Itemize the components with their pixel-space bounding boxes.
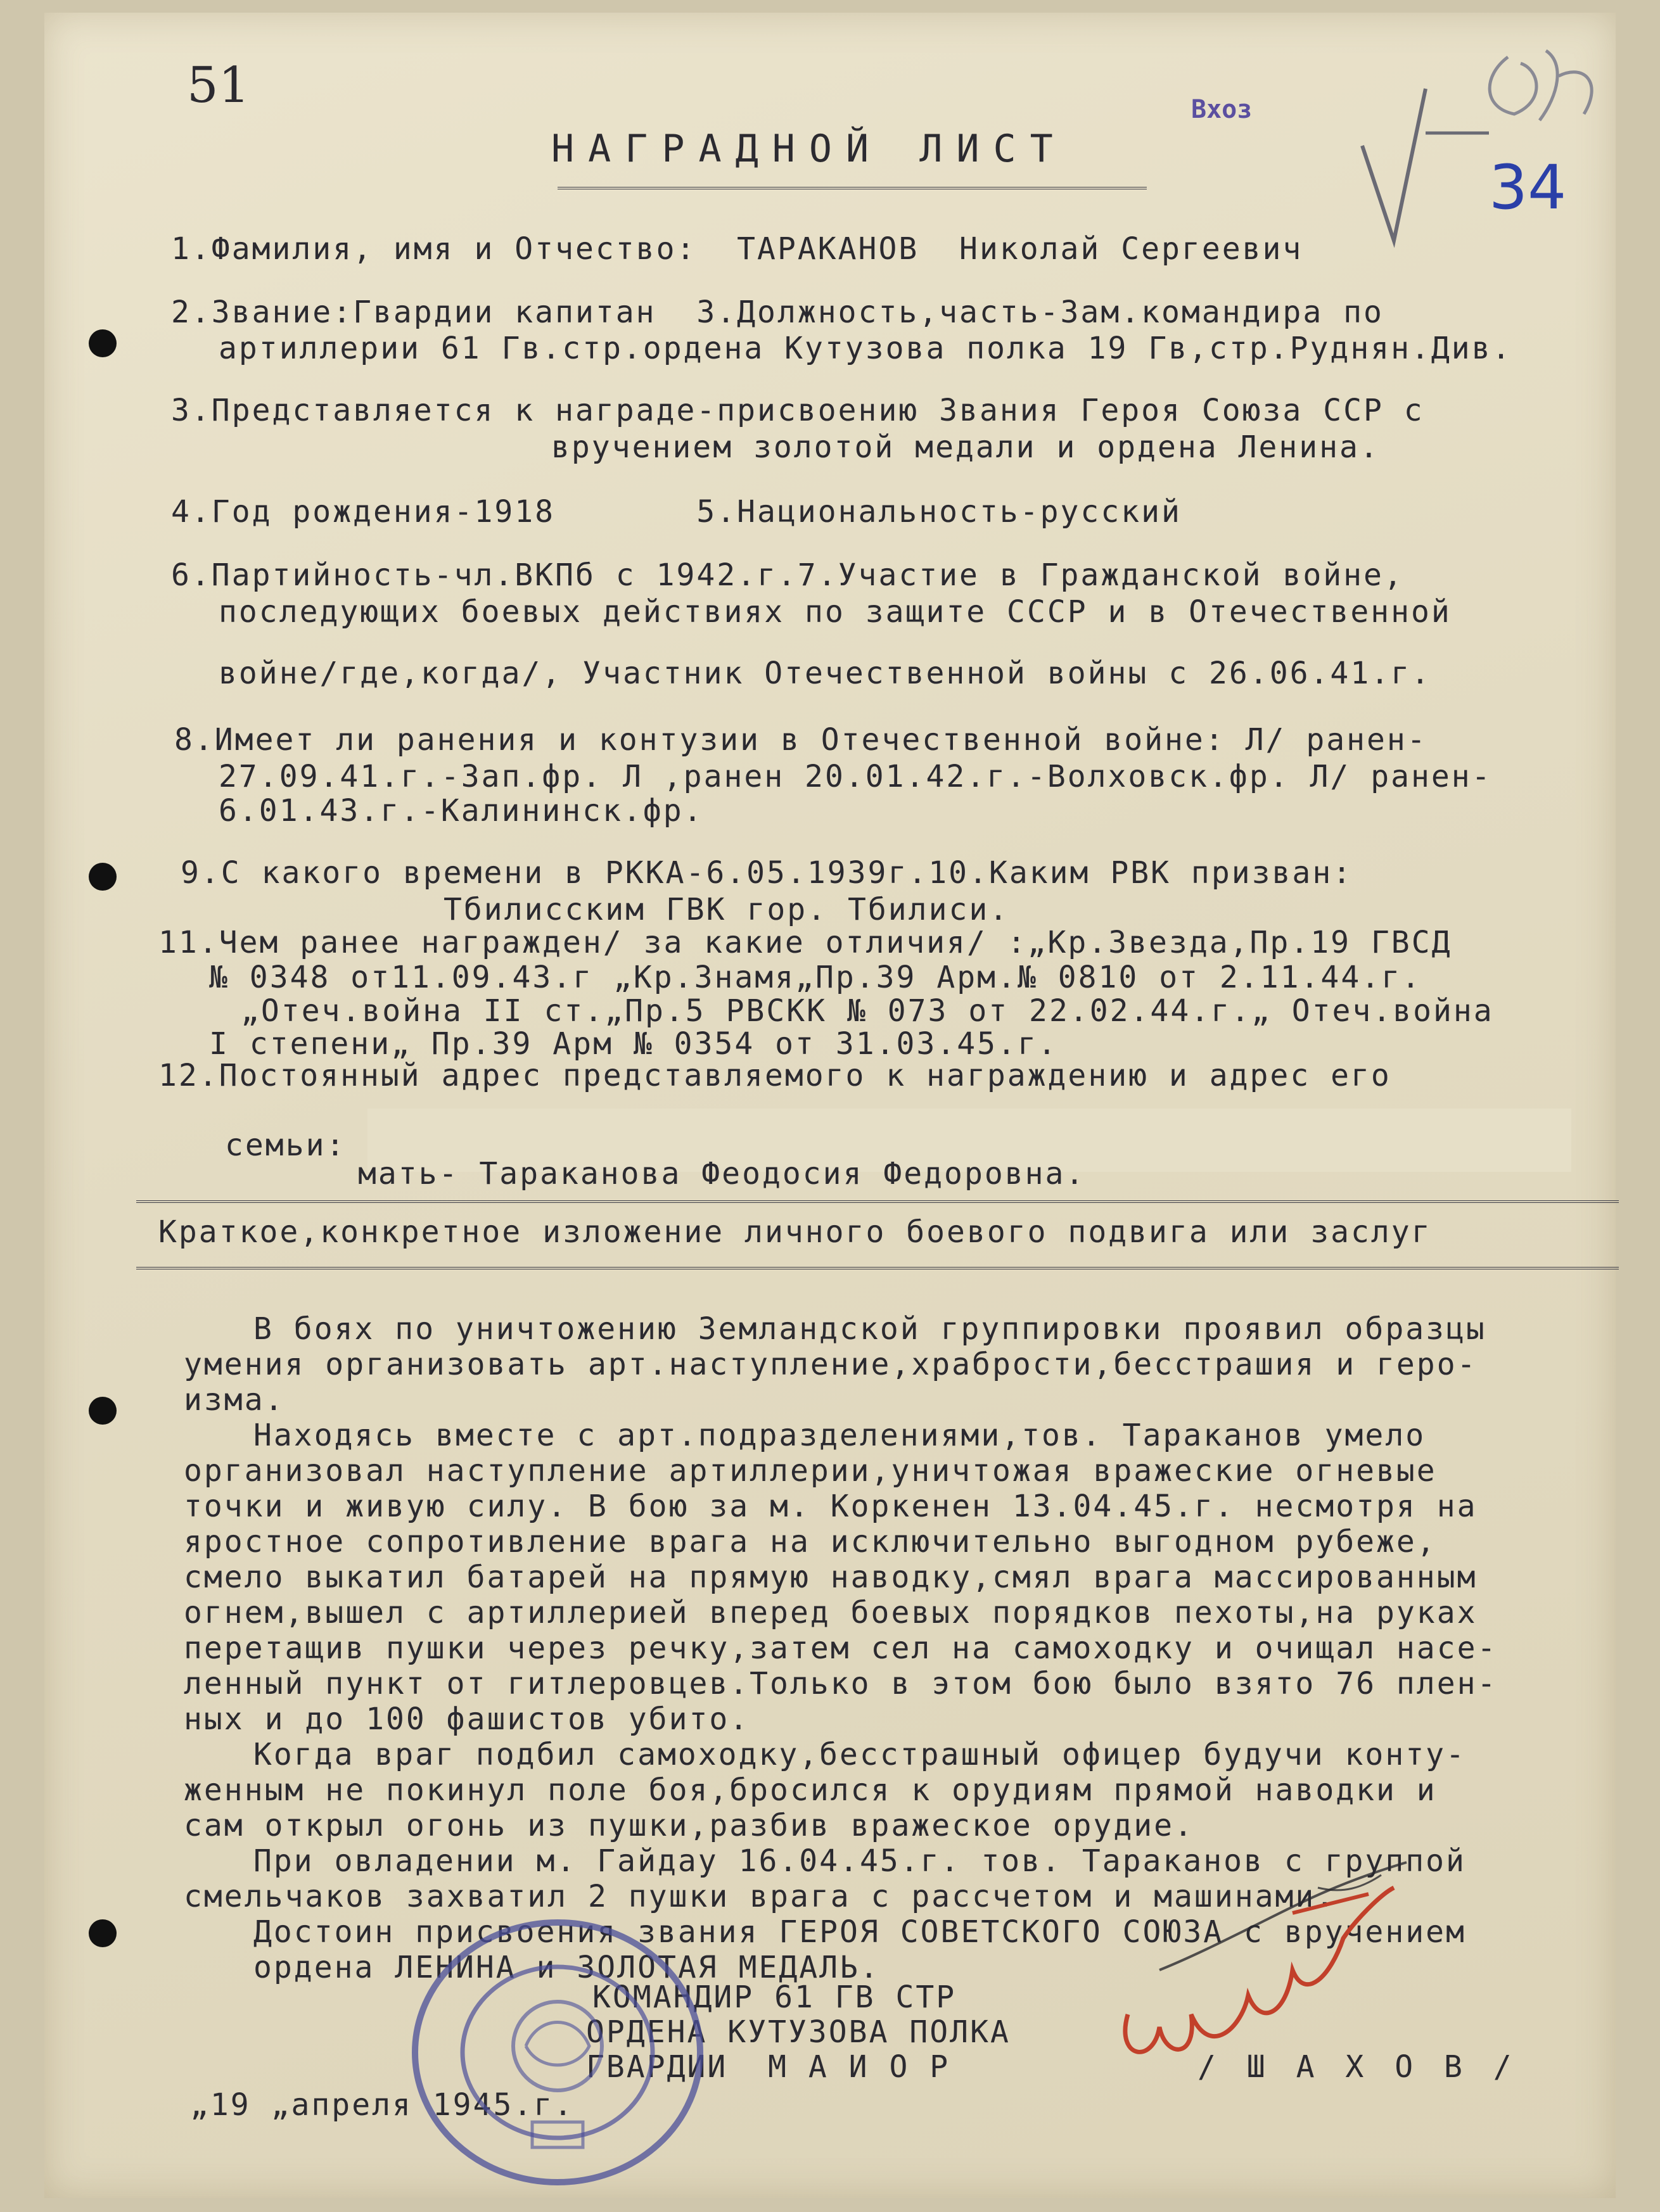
field-award: 3.Представляется к награде-присвоению Звания Героя Союза ССР с — [171, 393, 1424, 428]
field-award-cont: вручением золотой медали и ордена Ленина. — [551, 429, 1380, 465]
field-rank-position-cont: артиллерии 61 Гв.стр.ордена Кутузова полка 19 Гв,стр.Руднян.Див. — [219, 331, 1512, 366]
narrative-line: яростное сопротивление врага на исключительно выгодном рубеже, — [184, 1524, 1437, 1560]
field-prior-awards-cont: I степени„ Пр.39 Арм № 0354 от 31.03.45.г. — [209, 1026, 1058, 1062]
regiment-seal — [405, 1913, 710, 2192]
field-party-cont: войне/где,когда/, Участник Отечественной войны с 26.06.41.г. — [219, 656, 1431, 691]
field-party-cont: последующих боевых действиях по защите СССР и в Отечественной — [219, 594, 1452, 630]
narrative-line: Когда враг подбил самоходку,бесстрашный офицер будучи конту- — [253, 1737, 1466, 1772]
field-prior-awards-cont: „Отеч.война II ст.„Пр.5 РВСКК № 073 от 22.02.44.г.„ Отеч.война — [241, 993, 1494, 1029]
punch-hole — [89, 863, 117, 891]
signature-name: / Ш А Х О В / — [1197, 2049, 1518, 2085]
field-service-since-cont: Тбилисским ГВК гор. Тбилиси. — [444, 892, 1010, 927]
narrative-line: организовал наступление артиллерии,уничтожая вражеские огневые — [184, 1453, 1437, 1489]
field-full-name: 1.Фамилия, имя и Отчество: ТАРАКАНОВ Николай Сергеевич — [171, 231, 1303, 267]
field-rank-position: 2.Звание:Гвардии капитан 3.Должность,часть-Зам.командира по — [171, 295, 1384, 330]
signature-regiment: ОРДЕНА КУТУЗОВА ПОЛКА — [586, 2014, 1011, 2050]
narrative-line: точки и живую силу. В бою за м. Коркенен 13.04.45.г. несмотря на — [184, 1489, 1478, 1524]
narrative-line: ных и до 100 фашистов убито. — [184, 1701, 750, 1737]
narrative-line: ленный пункт от гитлеровцев.Только в этом бою было взято 76 плен- — [184, 1666, 1498, 1701]
section-heading: Краткое,конкретное изложение личного боевого подвига или заслуг — [158, 1214, 1432, 1250]
corner-stamp: Вхоз — [1191, 95, 1253, 124]
pencil-number: 34 — [1489, 152, 1567, 223]
narrative-line: При овладении м. Гайдау 16.04.45.г. тов. Тараканов с группой — [253, 1843, 1466, 1879]
narrative-line: огнем,вышел с артиллерией вперед боевых порядков пехоты,на руках — [184, 1595, 1478, 1630]
field-prior-awards-cont: № 0348 от11.09.43.г „Кр.Знамя„Пр.39 Арм.№ 0810 от 2.11.44.г. — [209, 960, 1422, 995]
signature-rank: ГВАРДИИ М А И О Р — [586, 2049, 950, 2085]
field-wounds-cont: 27.09.41.г.-Зап.фр. Л ,ранен 20.01.42.г.-Волховск.фр. Л/ ранен- — [219, 759, 1492, 794]
field-birth-nationality: 4.Год рождения-1918 5.Национальность-русский — [171, 494, 1182, 530]
field-address-mother: мать- Тараканова Феодосия Федоровна. — [358, 1156, 1086, 1192]
punch-hole — [89, 1919, 117, 1947]
page-number: 51 — [187, 57, 250, 114]
field-wounds: 8.Имеет ли ранения и контузии в Отечественной войне: Л/ ранен- — [174, 722, 1427, 758]
narrative-line: Находясь вместе с арт.подразделениями,тов. Тараканов умело — [253, 1418, 1426, 1453]
field-party: 6.Партийность-чл.ВКПб с 1942.г.7.Участие в Гражданской войне, — [171, 557, 1404, 593]
document-title: НАГРАДНОЙ ЛИСТ — [551, 127, 1067, 171]
narrative-line: смело выкатил батарей на прямую наводку,смял врага массированным — [184, 1560, 1478, 1595]
narrative-line: ордена ЛЕНИНА и ЗОЛОТАЯ МЕДАЛЬ. — [253, 1950, 880, 1985]
field-address-family: семьи: — [225, 1128, 347, 1163]
narrative-line: В боях по уничтожению Земландской группировки проявил образцы — [253, 1311, 1486, 1347]
narrative-line: женным не покинул поле боя,бросился к орудиям прямой наводки и — [184, 1772, 1437, 1808]
handwritten-signature-dark — [1153, 1850, 1419, 1976]
narrative-line: изма. — [184, 1382, 285, 1418]
punch-hole — [89, 329, 117, 357]
narrative-line: перетащив пушки через речку,затем сел на самоходку и очищал насе- — [184, 1630, 1498, 1666]
section-rule — [136, 1200, 1619, 1203]
narrative-line: сам открыл огонь из пушки,разбив вражеское орудие. — [184, 1808, 1194, 1843]
narrative-line: смельчаков захватил 2 пушки врага с рассчетом и машинами. — [184, 1879, 1336, 1914]
field-prior-awards: 11.Чем ранее награжден/ за какие отличия/ :„Кр.Звезда,Пр.19 ГВСД — [158, 925, 1452, 960]
narrative-line: Достоин присвоения звания ГЕРОЯ СОВЕТСКОГО СОЮЗА с вручением — [253, 1914, 1466, 1950]
punch-hole — [89, 1397, 117, 1425]
field-service-since: 9.С какого времени в РККА-6.05.1939г.10.Каким РВК призван: — [181, 855, 1353, 891]
field-address: 12.Постоянный адрес представляемого к награждению и адрес его — [158, 1058, 1391, 1093]
section-rule — [136, 1267, 1619, 1269]
signature-title: КОМАНДИР 61 ГВ СТР — [592, 1980, 957, 2015]
document-date: „19 „апреля 1945.г. — [190, 2087, 575, 2123]
narrative-line: умения организовать арт.наступление,храбрости,бесстрашия и геро- — [184, 1347, 1478, 1382]
field-wounds-cont: 6.01.43.г.-Калининск.фр. — [219, 793, 704, 829]
title-underline — [558, 187, 1147, 189]
